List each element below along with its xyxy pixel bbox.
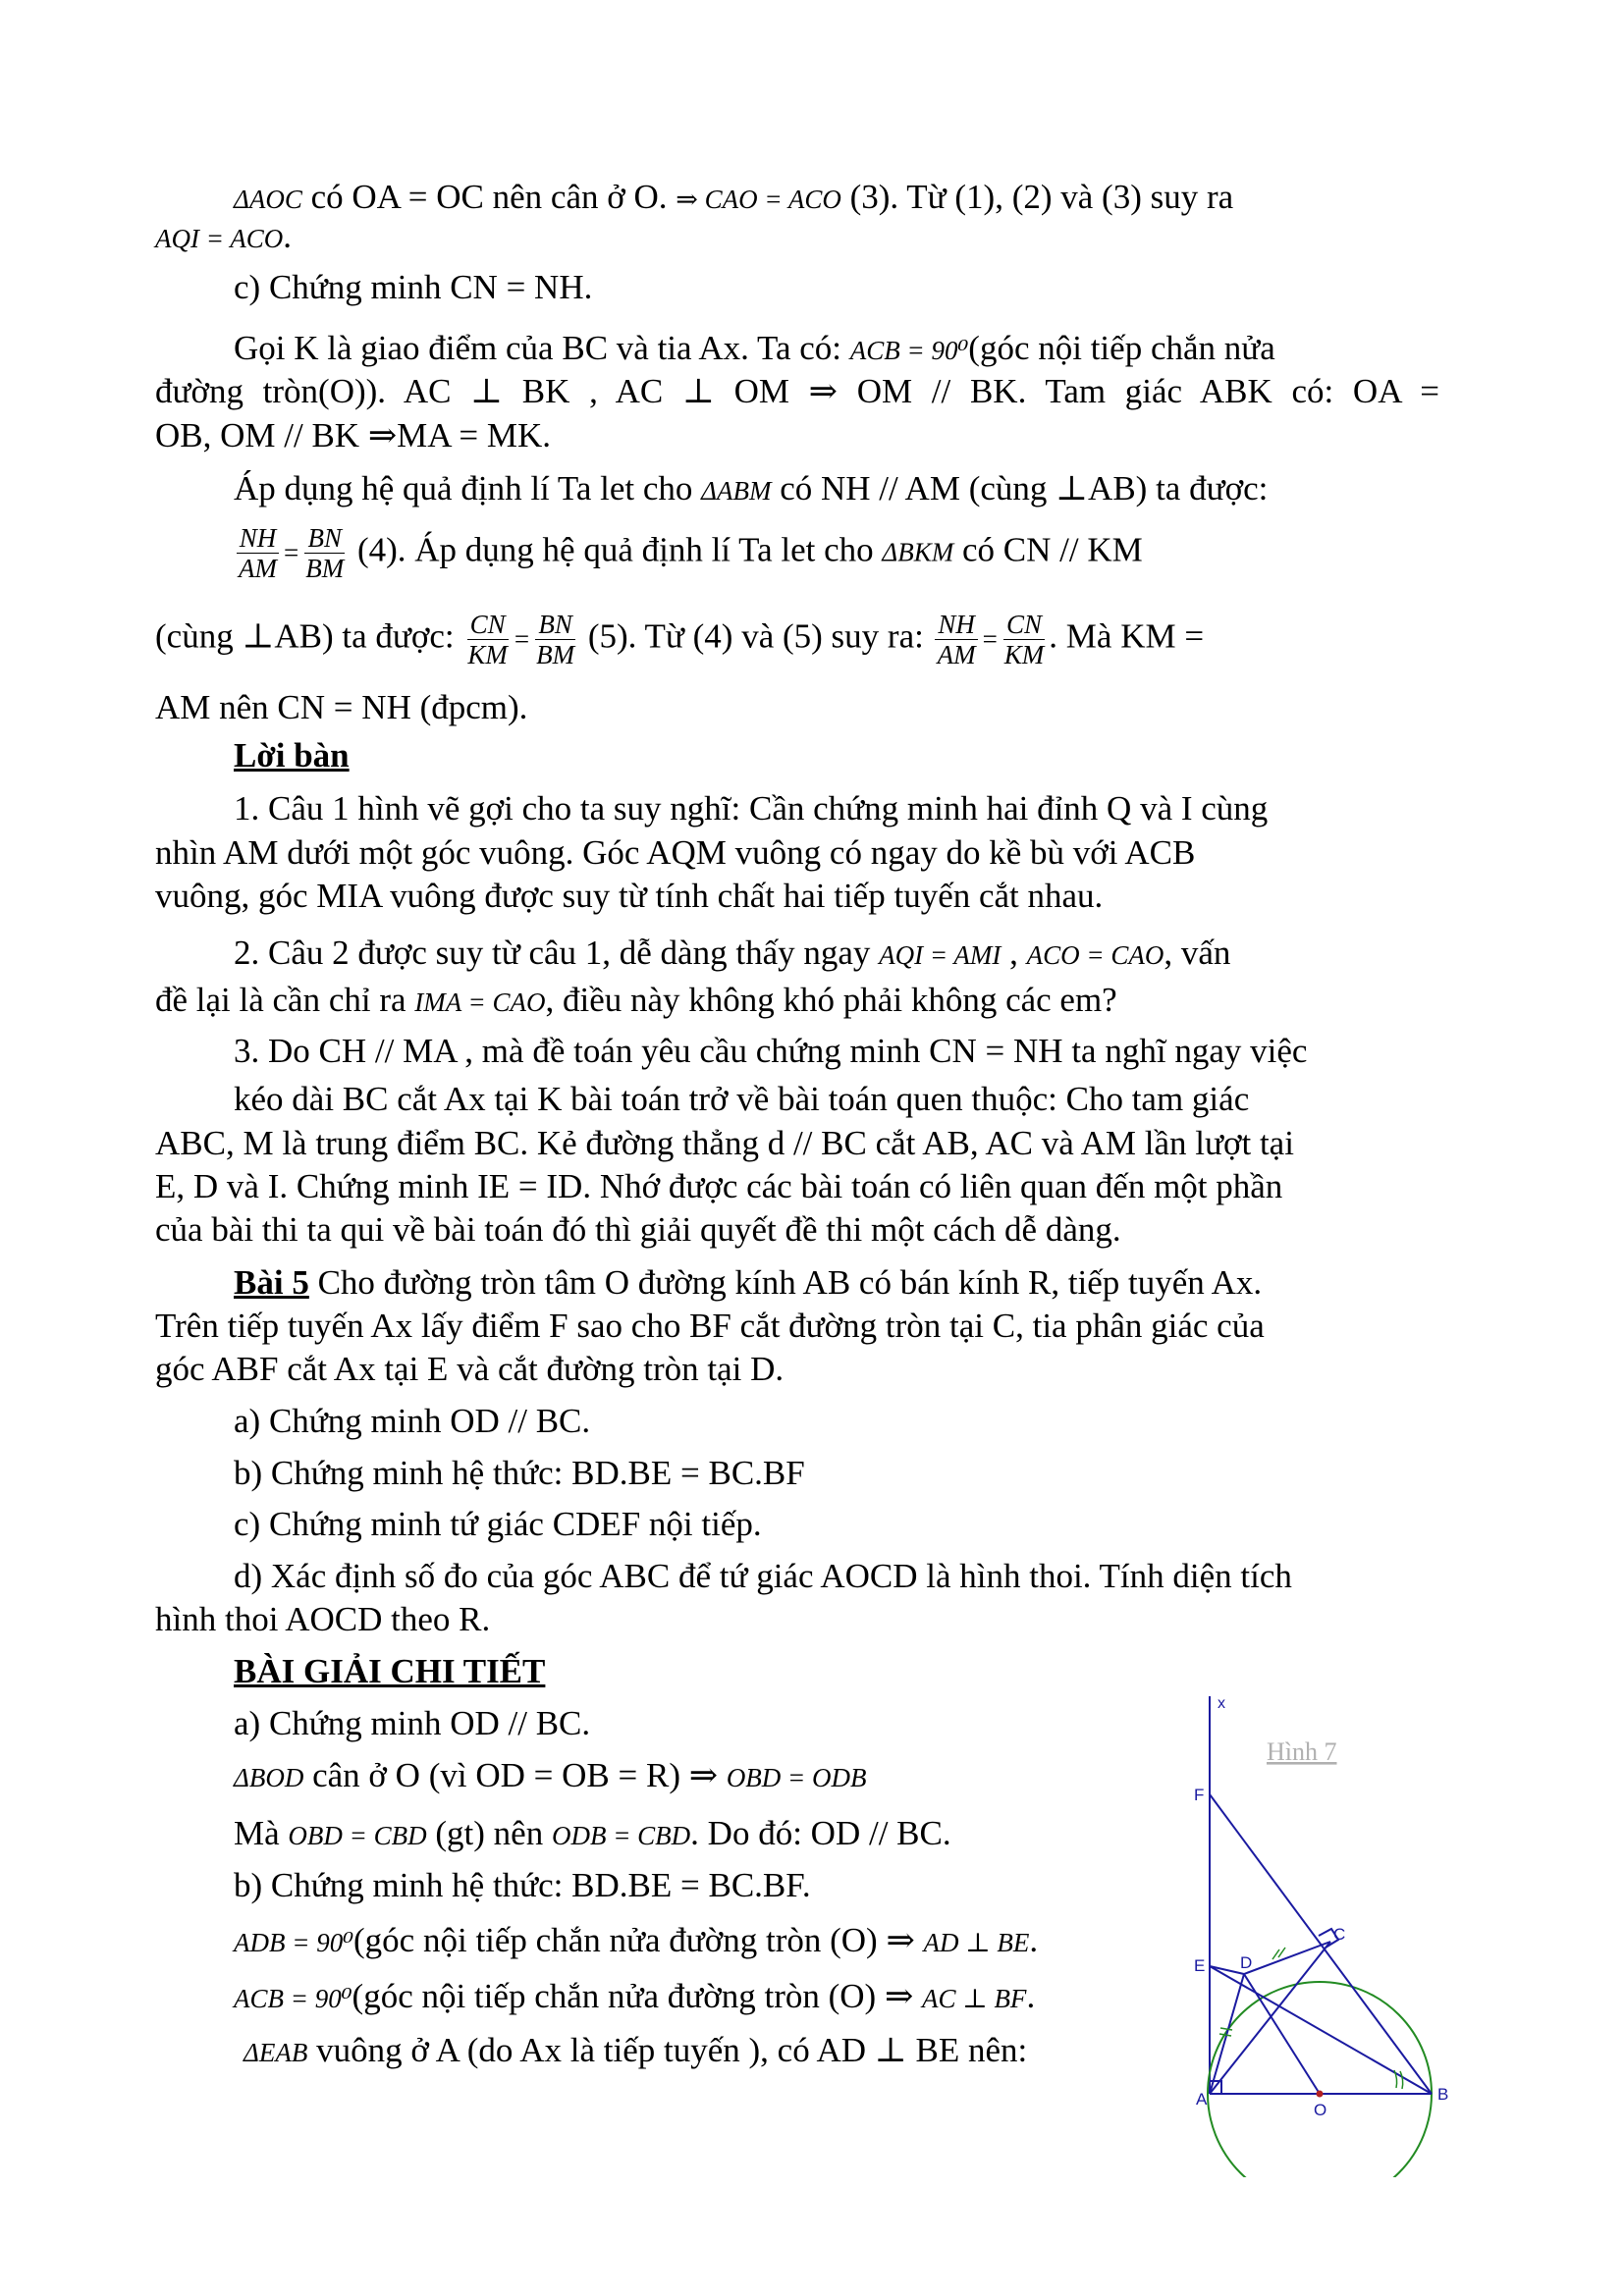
text-run: 3. Do CH // MA , mà đề toán yêu cầu chứng minh CN = NH ta nghĩ ngay việc (234, 1032, 1308, 1070)
label-c: C (1333, 1925, 1346, 1944)
text-run: b) Chứng minh hệ thức: BD.BE = BC.BF. (234, 1866, 811, 1904)
math-expression: OBD = ODB (726, 1763, 867, 1792)
text-run: , (1001, 934, 1027, 972)
math-expression: AC ⊥ BF (922, 1984, 1027, 2013)
text-line (155, 1399, 1439, 1443)
text-line (155, 685, 1439, 729)
text-run: Cho đường tròn tâm O đường kính AB có bán kính R, tiếp tuyến Ax. (308, 1263, 1263, 1302)
fraction-denominator: BM (305, 554, 345, 583)
text-line (155, 733, 1439, 777)
text-run: Áp dụng hệ quả định lí Ta let cho (234, 469, 702, 507)
math-expression: OBD = CBD (288, 1821, 427, 1850)
text-run: ABC, M là trung điểm BC. Kẻ đường thẳng d // BC cắt AB, AC và AM lần lượt tại (155, 1124, 1294, 1162)
text-line (155, 1304, 1439, 1348)
equal-tick-dc-2 (1278, 1948, 1285, 1957)
text-run: . Do đó: OD // BC. (690, 1814, 951, 1852)
label-x: x (1218, 1695, 1225, 1712)
math-expression: ΔABM (701, 476, 772, 506)
text-line (155, 1207, 1439, 1252)
text-run: a) Chứng minh OD // BC. (234, 1704, 591, 1742)
figure-caption: Hình 7 (1267, 1737, 1337, 1766)
text-line (155, 830, 1439, 875)
text-run: b) Chứng minh hệ thức: BD.BE = BC.BF (234, 1454, 805, 1492)
text-run: cân ở O (vì OD = OB = R) ⇒ (303, 1756, 727, 1794)
text-run: , điều này không khó phải không các em? (545, 981, 1117, 1019)
text-run: (gt) nên (426, 1814, 552, 1852)
math-expression: AQI = ACO (155, 224, 284, 253)
text-run: (3). Từ (1), (2) và (3) suy ra (840, 178, 1234, 216)
math-expression: ODB = CBD (551, 1821, 691, 1850)
text-run: vuông ở A (do Ax là tiếp tuyến ), có AD ⊥ BE nên: (307, 2031, 1028, 2069)
text-line (155, 523, 1439, 583)
text-run: góc ABF cắt Ax tại E và cắt đường tròn tại D. (155, 1350, 785, 1388)
text-run: . (283, 217, 292, 255)
text-run: E, D và I. Chứng minh IE = ID. Nhớ được các bài toán có liên quan đến một phần (155, 1167, 1283, 1205)
text-run: a) Chứng minh OD // BC. (234, 1402, 591, 1440)
label-o: O (1314, 2101, 1327, 2119)
math-expression: AD ⊥ BE (923, 1928, 1030, 1957)
equal-tick-dc-1 (1272, 1949, 1279, 1959)
text-run: đường tròn(O)). AC ⊥ BK , AC ⊥ OM ⇒ OM // BK. Tam giác ABK có: OA = (155, 372, 1439, 410)
text-run: Gọi K là giao điểm của BC và tia Ax. Ta có: (234, 329, 850, 367)
angle-arc-b-2 (1400, 2071, 1403, 2089)
text-run: d) Xác định số đo của góc ABC để tứ giác AOCD là hình thoi. Tính diện tích (234, 1557, 1292, 1595)
text-run: có CN // KM (953, 530, 1143, 569)
math-expression: ACO = CAO (1026, 940, 1164, 970)
math-expression: ΔAOC (234, 185, 302, 214)
fraction-denominator: KM (1003, 640, 1045, 669)
segment-ad (1210, 1974, 1244, 2094)
text-line (155, 1029, 1439, 1073)
fraction-denominator: KM (467, 640, 508, 669)
text-line (155, 1164, 1439, 1208)
fraction-numerator: BN (535, 610, 575, 640)
label-d: D (1240, 1953, 1253, 1972)
text-line (155, 1347, 1439, 1391)
text-run: OB, OM // BK ⇒MA = MK. (155, 416, 552, 454)
text-run: (góc nội tiếp chắn nửa (968, 329, 1275, 367)
equals-sign: = (514, 624, 530, 654)
math-expression: ACB = 90⁰ (234, 1984, 352, 2013)
text-line (155, 369, 1439, 413)
text-run: 1. Câu 1 hình vẽ gợi cho ta suy nghĩ: Cần chứng minh hai đỉnh Q và I cùng (234, 789, 1269, 828)
text-line (155, 1121, 1439, 1165)
math-expression: ΔBKM (882, 537, 954, 567)
section-heading: BÀI GIẢI CHI TIẾT (234, 1652, 546, 1690)
text-run: . (1026, 1977, 1036, 2015)
fraction (533, 610, 577, 669)
fraction-denominator: AM (239, 554, 277, 583)
text-line (155, 1260, 1439, 1305)
equals-sign: = (982, 624, 998, 654)
fraction-numerator: CN (1003, 610, 1045, 640)
math-expression: ⇒ CAO = ACO (676, 185, 841, 214)
text-line (155, 874, 1439, 918)
text-run: (5). Từ (4) và (5) suy ra: (579, 616, 933, 656)
text-line (155, 1597, 1439, 1641)
text-run: có OA = OC nên cân ở O. (301, 178, 677, 216)
label-e: E (1194, 1956, 1206, 1975)
label-b: B (1437, 2085, 1449, 2104)
label-f: F (1194, 1786, 1205, 1804)
equal-tick-ad-1 (1220, 2028, 1232, 2030)
text-line (155, 265, 1439, 309)
text-line (155, 978, 1439, 1025)
math-expression: IMA = CAO (414, 988, 546, 1017)
text-run: Trên tiếp tuyến Ax lấy điểm F sao cho BF cắt đường tròn tại C, tia phân giác của (155, 1307, 1265, 1345)
text-run: của bài thi ta qui về bài toán đó thì giải quyết đề thi một cách dễ dàng. (155, 1210, 1121, 1249)
text-run: . (1029, 1921, 1039, 1959)
text-line (155, 1451, 1439, 1495)
text-line (155, 214, 1439, 261)
text-run: kéo dài BC cắt Ax tại K bài toán trở về bài toán quen thuộc: Cho tam giác (234, 1080, 1250, 1118)
math-expression: AQI = AMI (879, 940, 1001, 970)
text-run: (cùng ⊥AB) ta được: (155, 616, 463, 656)
fraction (1001, 610, 1048, 669)
segment-do (1244, 1974, 1320, 2094)
text-run: Mà (234, 1814, 289, 1852)
text-run: (góc nội tiếp chắn nửa đường tròn (O) ⇒ (352, 1977, 923, 2015)
text-line (155, 931, 1439, 978)
text-run: hình thoi AOCD theo R. (155, 1600, 491, 1638)
math-expression: ACB = 90⁰ (849, 336, 969, 365)
fraction (935, 610, 979, 669)
label-a: A (1196, 2090, 1208, 2109)
center-point-o (1317, 2091, 1324, 2098)
text-line (155, 413, 1439, 457)
text-run: c) Chứng minh tứ giác CDEF nội tiếp. (234, 1505, 762, 1543)
text-run: (góc nội tiếp chắn nửa đường tròn (O) ⇒ (353, 1921, 924, 1959)
geometry-figure (1139, 1686, 1473, 2177)
text-run: có NH // AM (cùng ⊥AB) ta được: (771, 469, 1269, 507)
text-run: . Mà KM = (1049, 616, 1205, 656)
text-line (155, 1077, 1439, 1121)
text-run: c) Chứng minh CN = NH. (234, 268, 593, 306)
fraction-denominator: AM (937, 640, 976, 669)
math-expression: ΔBOD (234, 1763, 304, 1792)
equal-tick-ad-2 (1219, 2034, 1231, 2036)
fraction-numerator: CN (467, 610, 509, 640)
equals-sign: = (283, 538, 299, 567)
fraction (302, 523, 347, 583)
segment-bf (1210, 1794, 1432, 2094)
text-run: nhìn AM dưới một góc vuông. Góc AQM vuông có ngay do kề bù với ACB (155, 833, 1196, 872)
section-heading: Bài 5 (234, 1263, 309, 1302)
text-line (155, 466, 1439, 513)
text-run: (4). Áp dụng hệ quả định lí Ta let cho (349, 530, 883, 569)
figure-7-diagram (1139, 1686, 1473, 2177)
text-line (155, 786, 1439, 830)
section-heading: Lời bàn (234, 736, 350, 774)
fraction (464, 610, 511, 669)
text-line (155, 1554, 1439, 1598)
math-expression: ΔEAB (244, 2038, 308, 2067)
fraction (236, 523, 280, 583)
text-run: 2. Câu 2 được suy từ câu 1, dễ dàng thấy ngay (234, 934, 880, 972)
text-line (155, 1502, 1439, 1546)
text-run: vuông, góc MIA vuông được suy từ tính chất hai tiếp tuyến cắt nhau. (155, 877, 1104, 915)
segment-be (1210, 1966, 1432, 2094)
text-run: AM nên CN = NH (đpcm). (155, 688, 528, 726)
text-line (155, 610, 1439, 669)
fraction-denominator: BM (536, 640, 575, 669)
text-line (155, 326, 1439, 373)
fraction-numerator: NH (237, 523, 280, 554)
math-expression: ADB = 90⁰ (234, 1928, 354, 1957)
circle-o (1208, 1982, 1432, 2177)
text-run: đề lại là cần chỉ ra (155, 981, 415, 1019)
fraction-numerator: BN (304, 523, 345, 554)
text-run: , vấn (1164, 934, 1231, 972)
fraction-numerator: NH (935, 610, 978, 640)
